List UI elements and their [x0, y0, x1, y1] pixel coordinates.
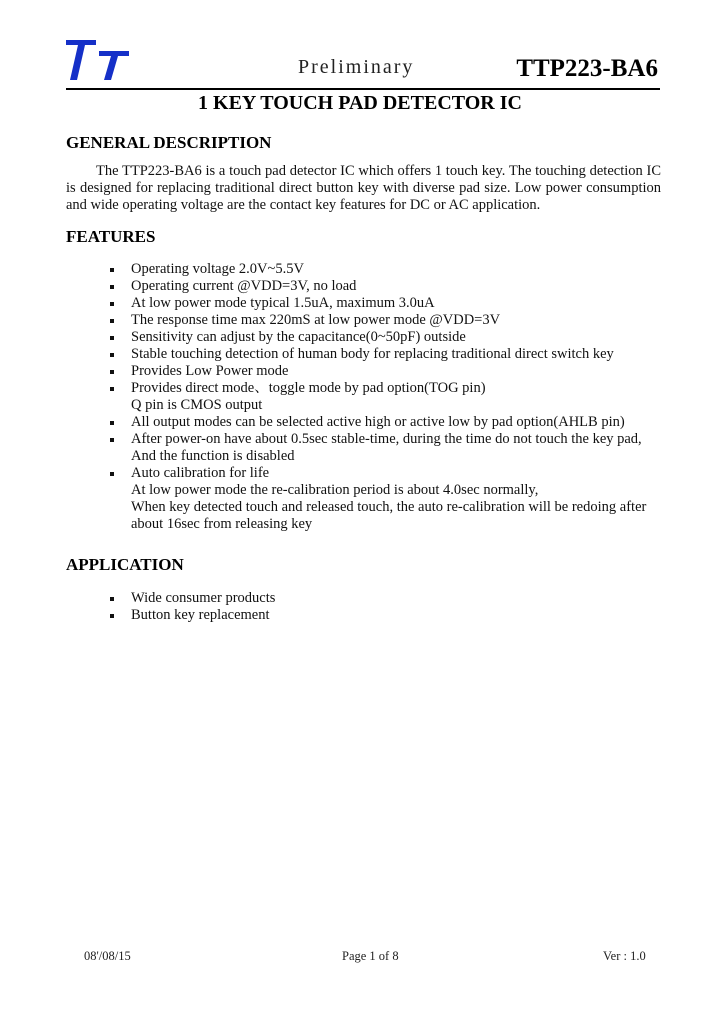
list-item	[110, 465, 646, 533]
footer-page-number: Page 1 of 8	[342, 949, 399, 963]
list-item-line: And the function is disabled	[131, 448, 295, 464]
header-rule	[66, 88, 660, 90]
list-item	[110, 295, 646, 312]
list-item	[110, 312, 646, 329]
list-item	[110, 346, 646, 363]
list-item-line: Q pin is CMOS output	[131, 397, 263, 413]
list-item-line: Wide consumer products	[131, 590, 276, 606]
list-item	[110, 278, 646, 295]
list-item	[110, 380, 646, 414]
list-item	[110, 261, 646, 278]
application-heading: APPLICATION	[66, 555, 184, 574]
tt-logo	[66, 40, 130, 82]
list-item-line: about 16sec from releasing key	[131, 516, 313, 532]
list-item-line: Auto calibration for life	[131, 465, 270, 481]
list-item	[110, 363, 646, 380]
list-item-line: Provides Low Power mode	[131, 363, 289, 379]
general-description-body: The TTP223-BA6 is a touch pad detector IC which offers 1 touch key. The touching detection IC is designed for replacing traditional direct button key with diverse pad size. Low power consumption and wide operating voltage are the contact key features for DC or AC application.	[66, 163, 661, 213]
list-item	[110, 329, 646, 346]
list-item	[110, 607, 275, 624]
page-title: 1 KEY TOUCH PAD DETECTOR IC	[198, 92, 522, 114]
list-item-line: Button key replacement	[131, 607, 270, 623]
general-description-heading: GENERAL DESCRIPTION	[66, 133, 272, 152]
features-list	[110, 261, 646, 533]
application-list	[110, 590, 275, 624]
list-item-line: Stable touching detection of human body for replacing traditional direct switch key	[131, 346, 614, 362]
list-item-line: Operating voltage 2.0V~5.5V	[131, 261, 304, 277]
list-item	[110, 414, 646, 431]
list-item-line: All output modes can be selected active high or active low by pad option(AHLB pin)	[131, 414, 625, 430]
list-item-line: After power-on have about 0.5sec stable-time, during the time do not touch the key pad,	[131, 431, 642, 447]
features-heading: FEATURES	[66, 227, 156, 246]
list-item	[110, 431, 646, 465]
list-item-line: Operating current @VDD=3V, no load	[131, 278, 357, 294]
general-description-text	[66, 163, 661, 214]
list-item-line: Sensitivity can adjust by the capacitance(0~50pF) outside	[131, 329, 466, 345]
footer-date: 08'/08/15	[84, 949, 131, 963]
list-item-line: At low power mode typical 1.5uA, maximum 3.0uA	[131, 295, 435, 311]
list-item-line: When key detected touch and released touch, the auto re-calibration will be redoing after	[131, 499, 647, 515]
preliminary-label: Preliminary	[298, 56, 415, 78]
model-number: TTP223-BA6	[516, 55, 658, 82]
list-item	[110, 590, 275, 607]
list-item-line: At low power mode the re-calibration period is about 4.0sec normally,	[131, 482, 539, 498]
footer-version: Ver : 1.0	[603, 949, 646, 963]
list-item-line: Provides direct mode、toggle mode by pad option(TOG pin)	[131, 380, 486, 396]
list-item-line: The response time max 220mS at low power mode @VDD=3V	[131, 312, 501, 328]
